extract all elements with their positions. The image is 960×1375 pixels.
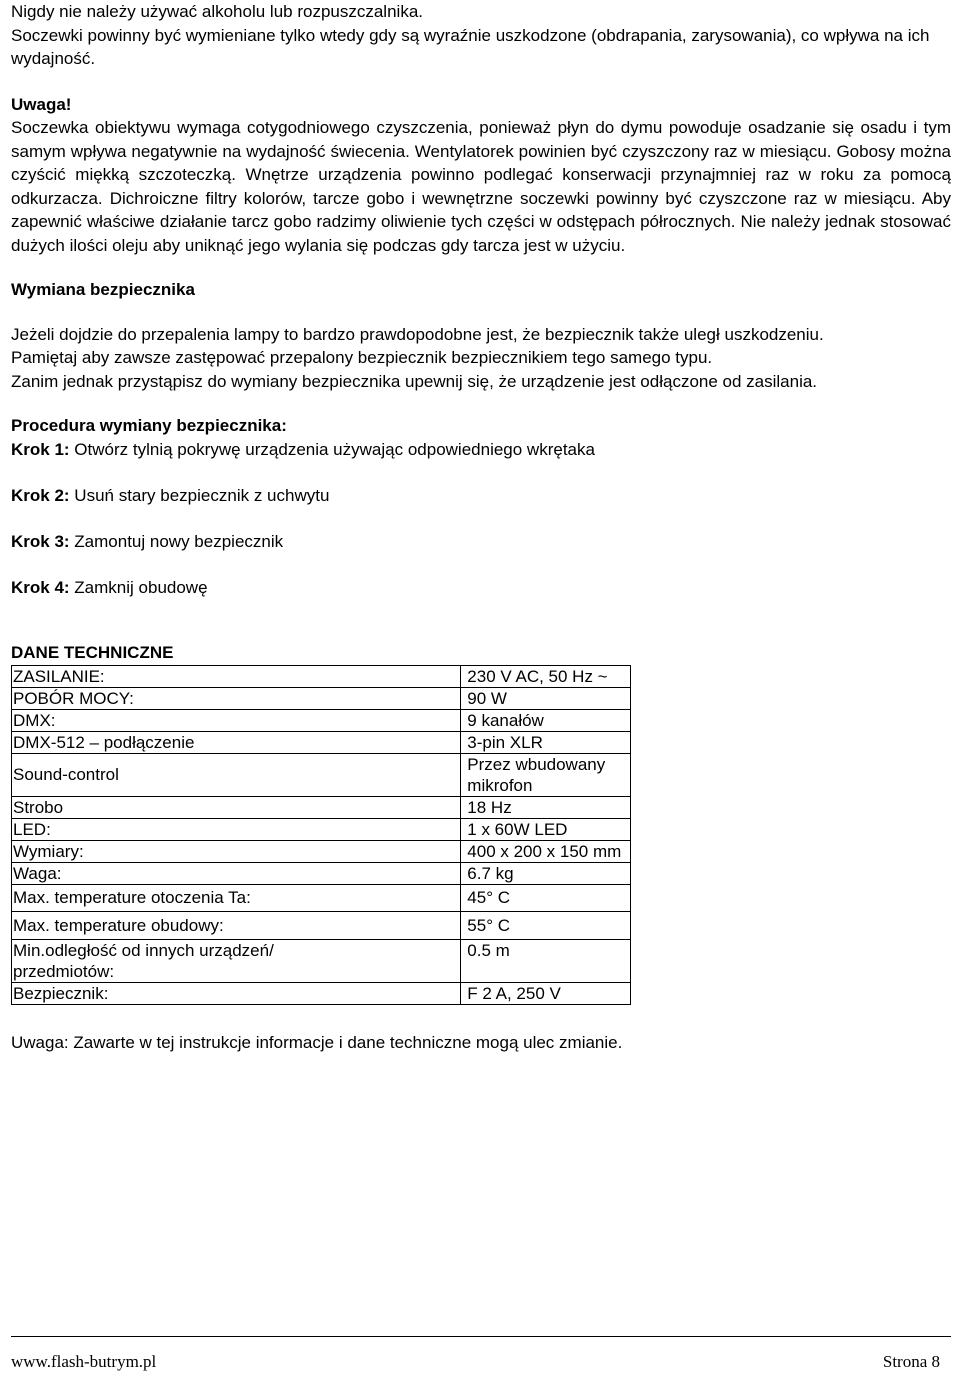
footer-divider [11, 1336, 951, 1337]
spec-key: Wymiary: [12, 840, 461, 862]
table-row [12, 911, 631, 939]
spec-key: LED: [12, 818, 461, 840]
spec-value: 0.5 m [461, 939, 631, 982]
step-text: Zamontuj nowy bezpiecznik [69, 531, 284, 551]
procedure-step-4 [11, 576, 951, 599]
procedure-step-1 [11, 438, 951, 461]
fuse-line-1: Jeżeli dojdzie do przepalenia lampy to bardzo prawdopodobne jest, że bezpiecznik także uległ uszkodzeniu. [11, 324, 824, 344]
warning-title: Uwaga! [11, 94, 72, 114]
spec-value: 3-pin XLR [461, 731, 631, 753]
spec-key: Bezpiecznik: [12, 982, 461, 1004]
spec-key: POBÓR MOCY: [12, 687, 461, 709]
spec-key: DMX: [12, 709, 461, 731]
step-label: Krok 3: [11, 531, 70, 551]
table-row [12, 884, 631, 911]
spec-key: Waga: [12, 862, 461, 884]
spec-key: Max. temperature otoczenia Ta: [12, 884, 461, 911]
spec-value: 9 kanałów [461, 709, 631, 731]
spec-value: Przez wbudowany mikrofon [461, 753, 631, 796]
table-row [12, 753, 631, 796]
spec-key: DMX-512 – podłączenie [12, 731, 461, 753]
spec-value: 90 W [461, 687, 631, 709]
table-row [12, 840, 631, 862]
footer-website: www.flash-butrym.pl [11, 1352, 157, 1371]
warning-text: Soczewka obiektywu wymaga cotygodniowego czyszczenia, ponieważ płyn do dymu powoduje osadzanie się osadu i tym samym wpływa negatywnie na wydajność świecenia. Wentylatorek powinien być czyszczony raz w miesiącu. Gobosy można czyścić miękką szczoteczką. Wnętrze urządzenia powinno podlegać konserwacji przynajmniej raz w roku za pomocą odkurzacza. Dichroiczne filtry kolorów, tarcze gobo i wewnętrzne soczewki powinny być czyszczone raz w miesiącu. Aby zapewnić właściwe działanie tarcz gobo radzimy oliwienie tych części w odstępach półrocznych. Nie należy jednak stosować dużych ilości oleju aby uniknąć jego wylania się podczas gdy tarcza jest w użyciu. [11, 118, 951, 255]
table-row [12, 687, 631, 709]
step-text: Zamknij obudowę [69, 577, 208, 597]
step-label: Krok 1: [11, 439, 70, 459]
spec-value: 230 V AC, 50 Hz ~ [461, 665, 631, 687]
step-label: Krok 4: [11, 577, 70, 597]
table-row [12, 818, 631, 840]
procedure-title: Procedura wymiany bezpiecznika: [11, 416, 287, 435]
spec-value: F 2 A, 250 V [461, 982, 631, 1004]
spec-key: ZASILANIE: [12, 665, 461, 687]
table-row [12, 862, 631, 884]
document-page [11, 0, 951, 1054]
spec-key: Min.odległość od innych urządzeń/ przedmiotów: [12, 939, 461, 982]
procedure-step-3 [11, 530, 951, 553]
step-label: Krok 2: [11, 485, 70, 505]
fuse-line-3: Zanim jednak przystąpisz do wymiany bezpiecznika upewnij się, że urządzenie jest odłączone od zasilania. [11, 371, 818, 391]
spec-value: 18 Hz [461, 796, 631, 818]
spec-key: Sound-control [12, 753, 461, 796]
spec-key: Strobo [12, 796, 461, 818]
intro-line-2: Soczewki powinny być wymieniane tylko wtedy gdy są wyraźnie uszkodzone (obdrapania, zarysowania), co wpływa na ich wydajność. [11, 25, 930, 68]
procedure-step-2 [11, 484, 951, 507]
intro-line-1: Nigdy nie należy używać alkoholu lub rozpuszczalnika. [11, 2, 423, 21]
footer-page-number: Strona 8 [882, 1352, 940, 1371]
table-row [12, 731, 631, 753]
step-text: Otwórz tylnią pokrywę urządzenia używając odpowiedniego wkrętaka [69, 439, 595, 459]
spec-value: 6.7 kg [461, 862, 631, 884]
table-row [12, 982, 631, 1004]
table-row [12, 709, 631, 731]
spec-value: 1 x 60W LED [461, 818, 631, 840]
table-row [12, 796, 631, 818]
spec-value: 400 x 200 x 150 mm [461, 840, 631, 862]
table-row [12, 665, 631, 687]
specs-table [11, 665, 631, 1005]
step-text: Usuń stary bezpiecznik z uchwytu [69, 485, 330, 505]
table-row [12, 939, 631, 982]
specs-note: Uwaga: Zawarte w tej instrukcje informacje i dane techniczne mogą ulec zmianie. [11, 1032, 623, 1052]
specs-title: DANE TECHNICZNE [11, 642, 174, 662]
fuse-line-2: Pamiętaj aby zawsze zastępować przepalony bezpiecznik bezpiecznikiem tego samego typu. [11, 348, 713, 367]
fuse-section-title: Wymiana bezpiecznika [11, 280, 195, 299]
spec-key: Max. temperature obudowy: [12, 911, 461, 939]
page-footer [11, 1352, 940, 1372]
spec-value: 45° C [461, 884, 631, 911]
spec-value: 55° C [461, 911, 631, 939]
